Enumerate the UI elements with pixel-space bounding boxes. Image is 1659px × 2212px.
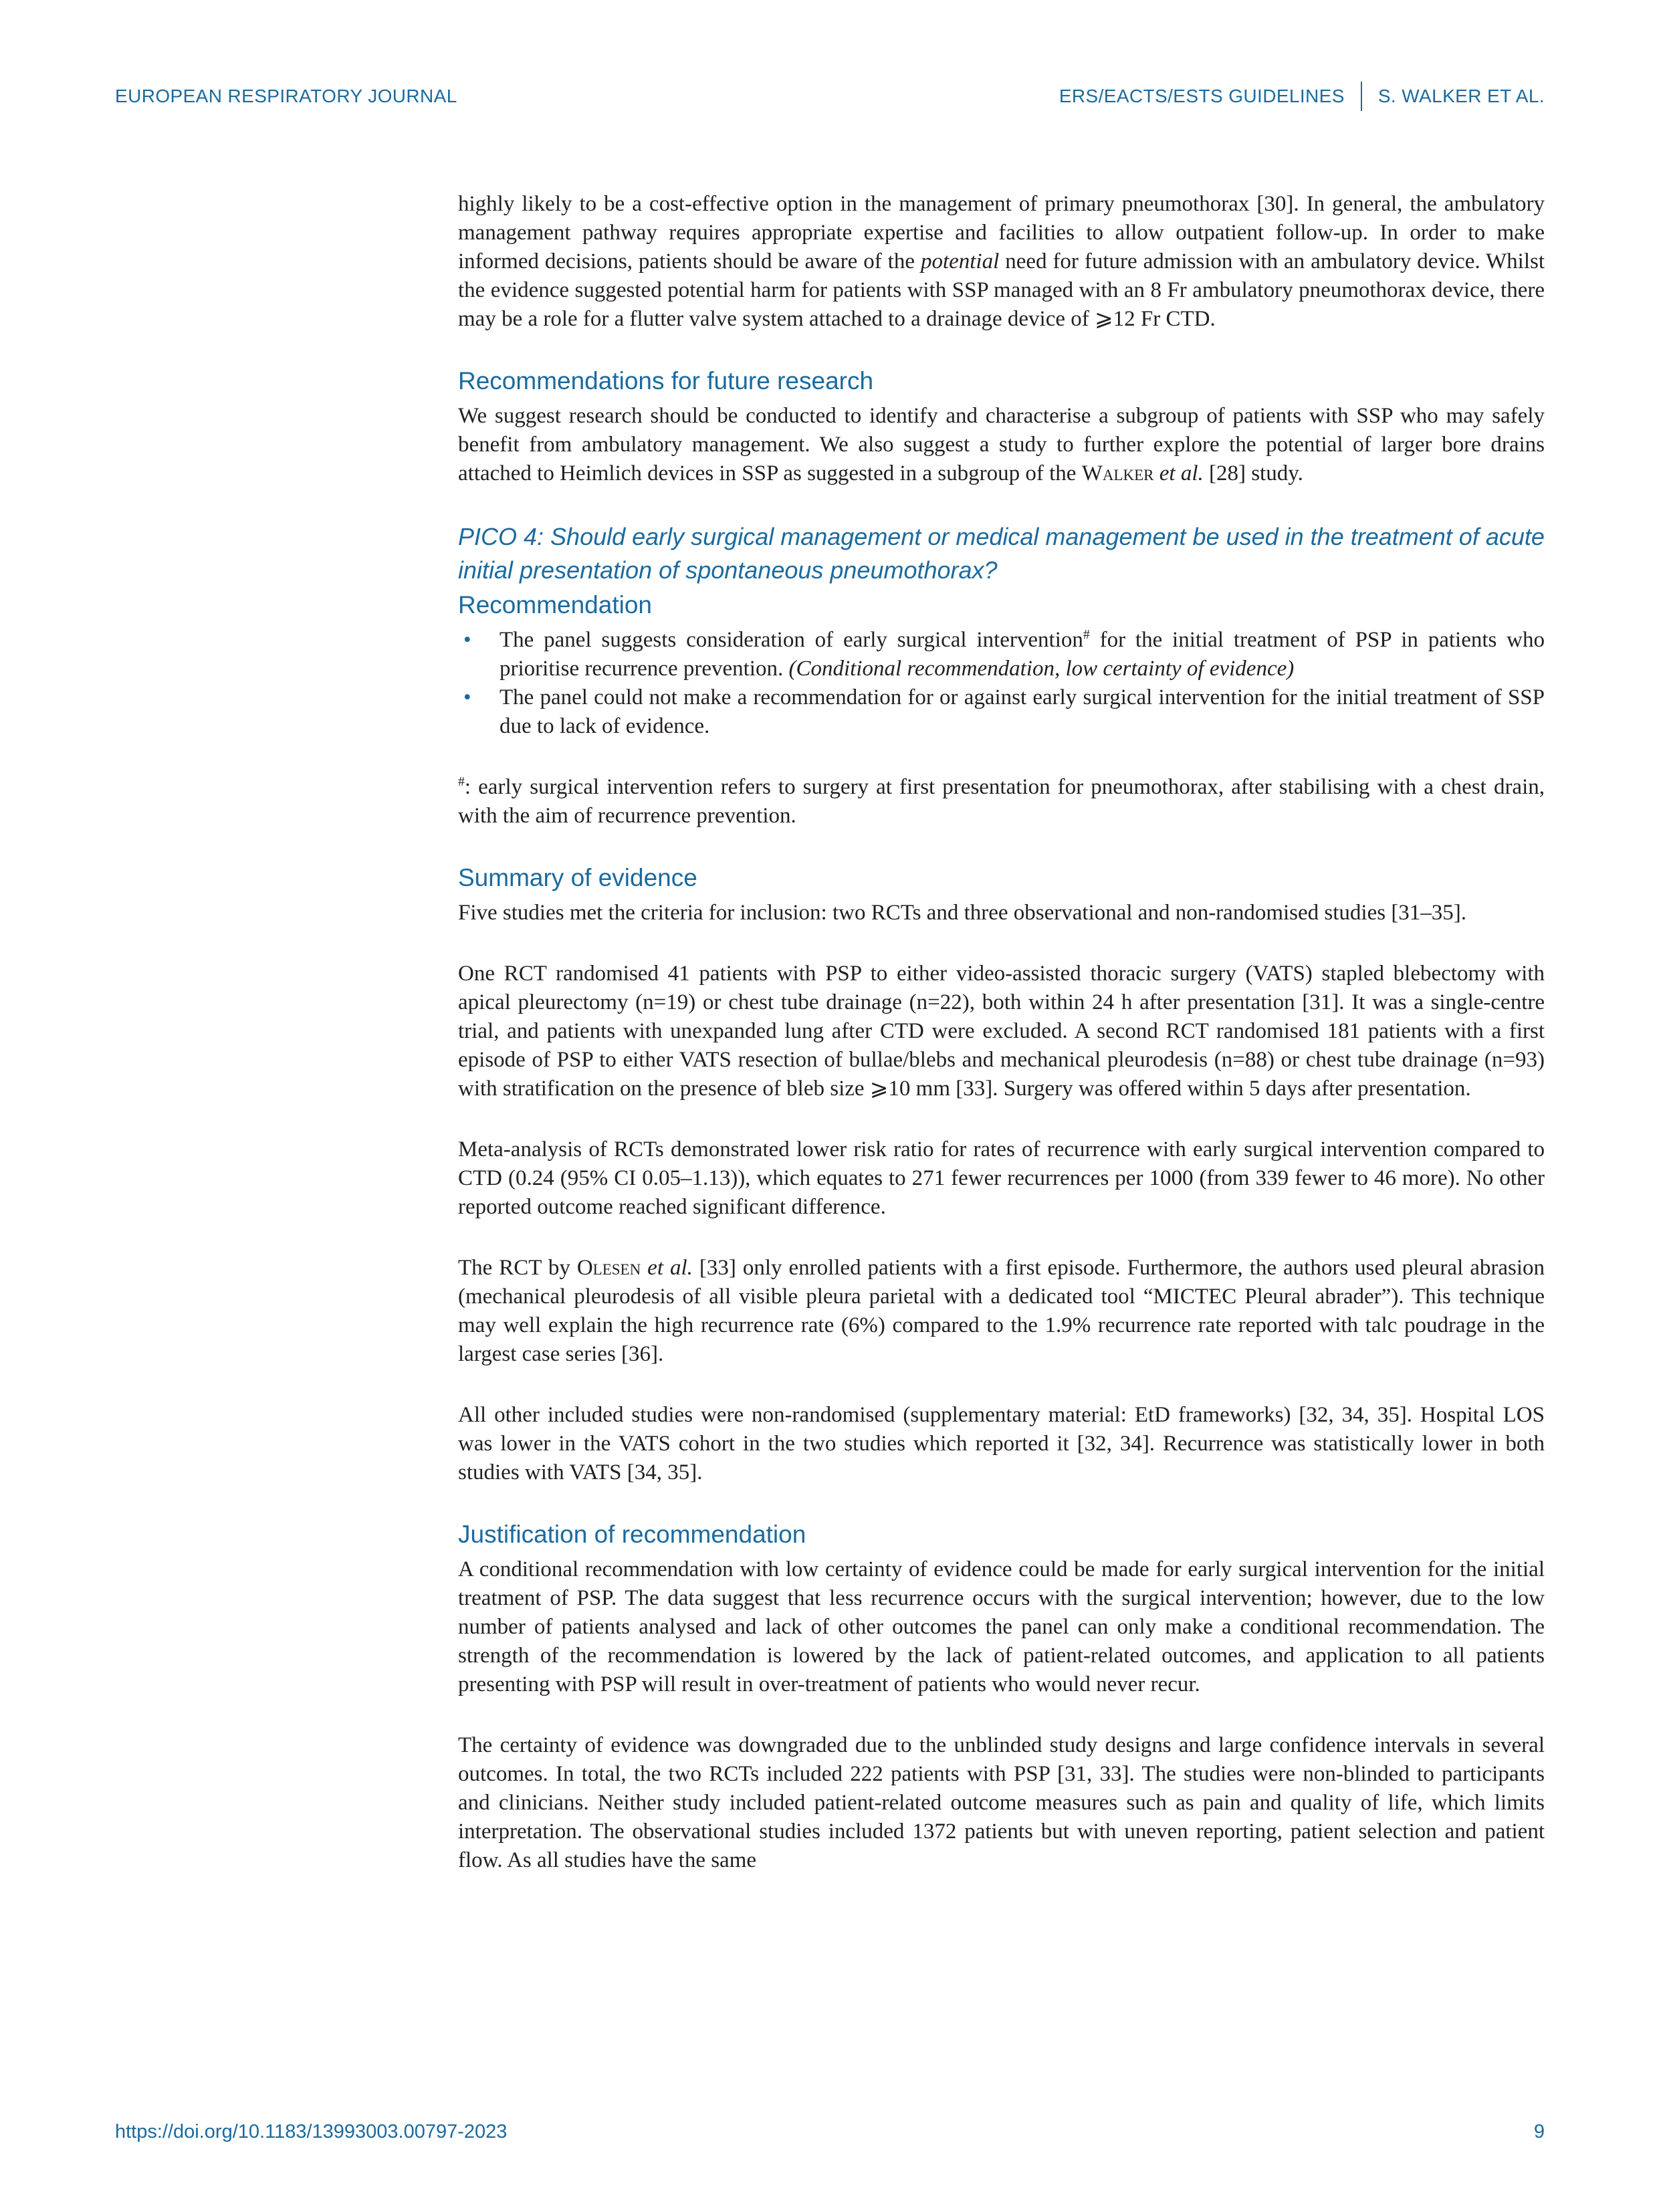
- section-label: ERS/EACTS/ESTS GUIDELINES: [1059, 86, 1345, 106]
- paragraph-meta-analysis: Meta-analysis of RCTs demonstrated lower risk ratio for rates of recurrence with early surgical intervention compared to CTD (0.24 (95% CI 0.05–1.13)), which equates to 271 fewer recurrences per 1000 (from 339 fewer to 46 more). No other reported outcome reached significant difference.: [458, 1137, 1545, 1219]
- paragraph-justification: A conditional recommendation with low certainty of evidence could be made for early surgical intervention for the initial treatment of PSP. The data suggest that less recurrence occurs with the surgical intervention; however, due to the low number of patients analysed and lack of other outcomes the panel can only make a conditional recommendation. The strength of the recommendation is lowered by the lack of patient-related outcomes, and application to all patients presenting with PSP will result in over-treatment of patients who would never recur.: [458, 1557, 1545, 1696]
- article-body: [458, 190, 1545, 1907]
- page-number: 9: [1533, 2121, 1545, 2142]
- heading-justification: Justification of recommendation: [458, 1521, 806, 1548]
- paragraph-ambulatory: highly likely to be a cost-effective option in the management of primary pneumothorax [30]. In general, the ambulatory management pathway requires appropriate expertise and facilities to allow outpatient follow-up. In order to make informed decisions, patients should be aware of the potential need for future admission with an ambulatory device. Whilst the evidence suggested potential harm for patients with SSP managed with an 8 Fr ambulatory pneumothorax device, there may be a role for a flutter valve system attached to a drainage device of ⩾12 Fr CTD.: [458, 192, 1545, 331]
- running-head-right: [1059, 82, 1545, 111]
- running-head: [115, 82, 1545, 111]
- page-footer: [115, 2121, 1545, 2143]
- divider-bar: [1361, 82, 1362, 111]
- heading-summary-of-evidence: Summary of evidence: [458, 864, 697, 891]
- paragraph-certainty: The certainty of evidence was downgraded due to the unblinded study designs and large confidence intervals in several outcomes. In total, the two RCTs included 222 patients with PSP [31, 33]. The studies were non-blinded to participants and clinicians. Neither study included patient-related outcome measures such as pain and quality of life, which limits interpretation. The observational studies included 1372 patients but with uneven reporting, patient selection and patient flow. As all studies have the same: [458, 1733, 1545, 1872]
- paragraph-all-other-studies: All other included studies were non-randomised (supplementary material: EtD frameworks) [32, 34, 35]. Hospital LOS was lower in the VATS cohort in the two studies which reported it [32, 34]. Recurrence was statistically lower in both studies with VATS [34, 35].: [458, 1403, 1545, 1484]
- authors-label: S. WALKER ET AL.: [1377, 86, 1545, 106]
- recommendation-list: [458, 626, 1545, 741]
- paragraph-future-research: We suggest research should be conducted to identify and characterise a subgroup of patients with SSP who may safely benefit from ambulatory management. We also suggest a study to further explore the potential of larger bore drains attached to Heimlich devices in SSP as suggested in a subgroup of the Walker et al. [28] study.: [458, 404, 1545, 485]
- heading-pico4: PICO 4: Should early surgical management or medical management be used in the treatment of acute initial presentation of spontaneous pneumothorax?: [458, 523, 1545, 584]
- paragraph-olesen-rct: The RCT by Olesen et al. [33] only enrolled patients with a first episode. Furthermore, the authors used pleural abrasion (mechanical pleurodesis of all visible pleura parietal with a dedicated tool “MICTEC Pleural abrader”). This technique may well explain the high recurrence rate (6%) compared to the 1.9% recurrence rate reported with talc poudrage in the largest case series [36].: [458, 1256, 1545, 1366]
- paragraph-one-rct: One RCT randomised 41 patients with PSP to either video-assisted thoracic surgery (VATS) stapled blebectomy with apical pleurectomy (n=19) or chest tube drainage (n=22), both within 24 h after presentation [31]. It was a single-centre trial, and patients with unexpanded lung after CTD were excluded. A second RCT randomised 181 patients with a first episode of PSP to either VATS resection of bullae/blebs and mechanical pleurodesis (n=88) or chest tube drainage (n=93) with stratification on the presence of bleb size ⩾10 mm [33]. Surgery was offered within 5 days after presentation.: [458, 962, 1545, 1101]
- journal-name: EUROPEAN RESPIRATORY JOURNAL: [115, 86, 457, 106]
- recommendation-item: • The panel could not make a recommendation for or against early surgical intervention for the initial treatment of SSP due to lack of evidence.: [458, 683, 1545, 741]
- footnote: #: early surgical intervention refers to surgery at first presentation for pneumothorax, after stabilising with a chest drain, with the aim of recurrence prevention.: [458, 774, 1545, 828]
- heading-future-research: Recommendations for future research: [458, 367, 874, 395]
- recommendation-item: • The panel suggests consideration of early surgical intervention# for the initial treatment of PSP in patients who prioritise recurrence prevention. (Conditional recommendation, low certainty of evidence): [458, 626, 1545, 683]
- heading-recommendation: Recommendation: [458, 591, 652, 619]
- paragraph-five-studies: Five studies met the criteria for inclusion: two RCTs and three observational and non-randomised studies [31–35].: [458, 901, 1467, 925]
- doi-link[interactable]: https://doi.org/10.1183/13993003.00797-2023: [115, 2121, 508, 2142]
